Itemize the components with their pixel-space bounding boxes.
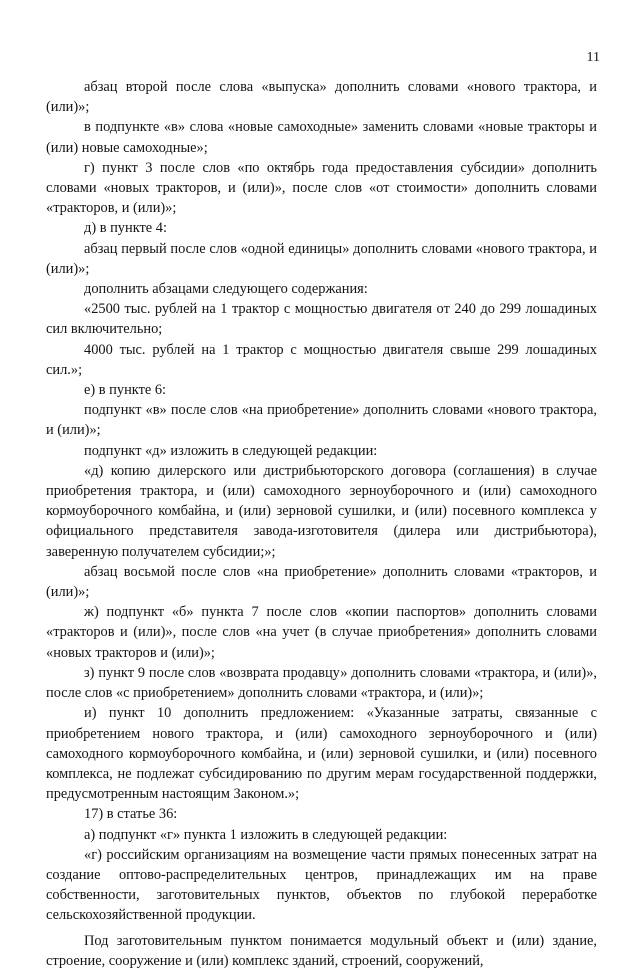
paragraph: дополнить абзацами следующего содержания:: [84, 281, 368, 298]
paragraph: 17) в статье 36:: [84, 806, 178, 823]
paragraph: 4000 тыс. рублей на 1 трактор с мощностью двигателя свыше 299 лошадиных сил.»;: [46, 341, 597, 378]
paragraph: подпункт «д» изложить в следующей редакции:: [84, 442, 378, 459]
paragraph: «д) копию дилерского или дистрибьюторского договора (соглашения) в случае приобретения трактора, и (или) самоходного зерноуборочного и (или) самоходного кормоуборочного комбайна, и (или) зерновой сушилки, и (или) посевного комплекса у официального представителя завода-изготовителя (дилера или дистрибьютора), заверенную получателем субсидии;»;: [46, 462, 597, 560]
paragraph: абзац второй после слова «выпуска» дополнить словами «нового трактора, и (или)»;: [46, 79, 597, 116]
paragraph: ж) подпункт «б» пункта 7 после слов «копии паспортов» дополнить словами «тракторов и (или)», после слов «на учет (в случае приобретения» дополнить словами «новых тракторов и (или)»;: [46, 604, 597, 661]
paragraph: г) пункт 3 после слов «по октябрь года предоставления субсидии» дополнить словами «новых тракторов, и (или)», после слов «от стоимости» дополнить словами «тракторов, и (или)»;: [46, 159, 597, 217]
document-body: [46, 77, 597, 971]
paragraph: подпункт «в» после слов «на приобретение» дополнить словами «нового трактора, и (или)»;: [46, 402, 597, 439]
paragraph: Под заготовительным пунктом понимается модульный объект и (или) здание, строение, сооружение и (или) комплекс зданий, строений, сооружений,: [46, 932, 597, 969]
paragraph: «2500 тыс. рублей на 1 трактор с мощностью двигателя от 240 до 299 лошадиных сил включительно;: [46, 301, 597, 338]
paragraph: д) в пункте 4:: [84, 220, 167, 237]
paragraph: е) в пункте 6:: [84, 382, 167, 399]
paragraph: и) пункт 10 дополнить предложением: «Указанные затраты, связанные с приобретением нового трактора, и (или) самоходного зерноуборочного и (или) самоходного кормоуборочного комбайна, и (или) зерновой сушилки, и (или) посевного комплекса, не подлежат субсидированию по другим мерам государственной поддержки, предусмотренным настоящим Законом.»;: [46, 705, 597, 803]
paragraph: «г) российским организациям на возмещение части прямых понесенных затрат на создание оптово-распределительных центров, принадлежащих им на праве собственности, заготовительных пунктов, объектов по глубокой переработке сельскохозяйственной продукции.: [46, 846, 597, 924]
paragraph: абзац первый после слов «одной единицы» дополнить словами «нового трактора, и (или)»;: [46, 240, 597, 277]
paragraph: в подпункте «в» слова «новые самоходные» заменить словами «новые тракторы и (или) новые самоходные»;: [46, 119, 597, 156]
paragraph: абзац восьмой после слов «на приобретение» дополнить словами «тракторов, и (или)»;: [46, 563, 597, 601]
paragraph: а) подпункт «г» пункта 1 изложить в следующей редакции:: [84, 826, 448, 843]
page-number: 11: [586, 50, 600, 65]
paragraph: з) пункт 9 после слов «возврата продавцу» дополнить словами «трактора, и (или)», после слов «с приобретением» дополнить словами «трактора, и (или)»;: [46, 664, 597, 702]
